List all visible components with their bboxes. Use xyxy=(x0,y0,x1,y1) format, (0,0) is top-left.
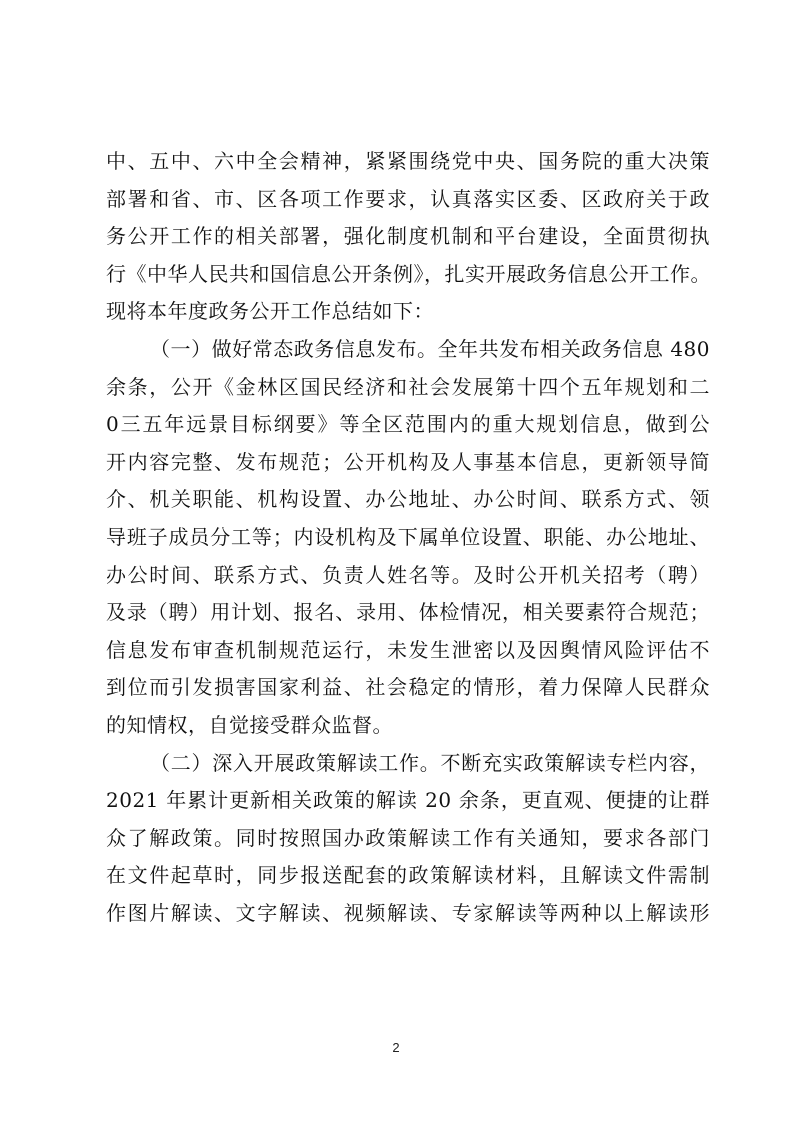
text-line: 众了解政策。同时按照国办政策解读工作有关通知，要求各部门 xyxy=(106,825,710,850)
text-line: 现将本年度政务公开工作总结如下： xyxy=(106,299,434,324)
text-line: 办公时间、联系方式、负责人姓名等。及时公开机关招考（聘） xyxy=(106,562,710,587)
text-line: 开内容完整、发布规范；公开机构及人事基本信息，更新领导简 xyxy=(106,449,710,474)
text-line: 务公开工作的相关部署，强化制度机制和平台建设，全面贯彻执 xyxy=(106,224,710,249)
text-line: 的知情权，自觉接受群众监督。 xyxy=(106,712,393,737)
text-line: 导班子成员分工等；内设机构及下属单位设置、职能、办公地址、 xyxy=(106,524,710,549)
text-line: 余条，公开《金林区国民经济和社会发展第十四个五年规划和二 xyxy=(106,374,710,399)
page-number: 2 xyxy=(392,1040,400,1055)
section-heading-line: （二）深入开展政策解读工作。不断充实政策解读专栏内容， xyxy=(150,750,710,775)
body-text xyxy=(106,143,710,932)
text-line: 信息发布审查机制规范运行，未发生泄密以及因舆情风险评估不 xyxy=(106,637,710,662)
text-line: 作图片解读、文字解读、视频解读、专家解读等两种以上解读形 xyxy=(106,900,710,925)
text-line: 及录（聘）用计划、报名、录用、体检情况，相关要素符合规范； xyxy=(106,600,710,625)
text-line: 行《中华人民共和国信息公开条例》，扎实开展政务信息公开工作。 xyxy=(106,261,711,286)
text-line: 中、五中、六中全会精神，紧紧围绕党中央、国务院的重大决策 xyxy=(106,149,710,173)
text-line: 在文件起草时，同步报送配套的政策解读材料，且解读文件需制 xyxy=(106,863,710,888)
text-line: 介、机关职能、机构设置、办公地址、办公时间、联系方式、领 xyxy=(106,487,710,512)
text-line: 到位而引发损害国家利益、社会稳定的情形，着力保障人民群众 xyxy=(106,675,710,700)
text-line: 部署和省、市、区各项工作要求，认真落实区委、区政府关于政 xyxy=(106,186,710,211)
text-line: 2021 年累计更新相关政策的解读 20 余条，更直观、便捷的让群 xyxy=(106,788,710,813)
section-heading-line: （一）做好常态政务信息发布。全年共发布相关政务信息 480 xyxy=(150,336,710,361)
text-line: 0三五年远景目标纲要》等全区范围内的重大规划信息，做到公 xyxy=(106,412,710,437)
